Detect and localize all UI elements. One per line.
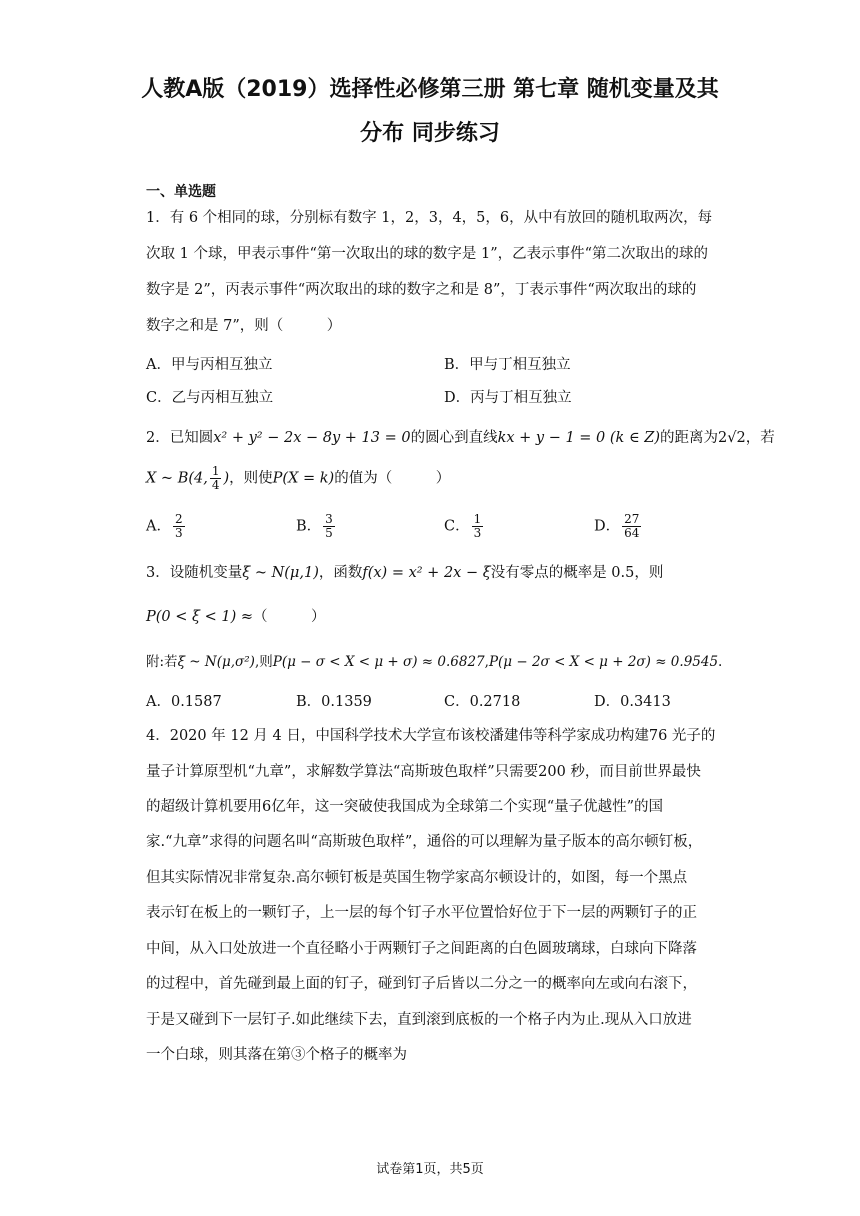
q4-line: 的超级计算机要用6亿年，这一突破使我国成为全球第二个实现“量子优越性”的国	[146, 799, 664, 815]
page-footer: 试卷第1页，共5页	[376, 1162, 484, 1177]
section-heading: 一、单选题	[146, 184, 216, 200]
q1-line: 数字之和是 7”，则（ ）	[146, 318, 342, 334]
fraction-denominator: 4	[211, 478, 220, 492]
fraction-numerator: 2	[174, 512, 183, 526]
q3-option-d: D．0.3413	[594, 694, 671, 710]
q3-two-sigma: P(μ − 2σ < X < μ + 2σ) ≈ 0.9545	[488, 654, 719, 670]
fraction-denominator: 64	[624, 526, 640, 540]
q3-text: （ ）	[253, 609, 326, 625]
q3-text: .	[718, 654, 723, 670]
q2-text: ，若	[745, 430, 775, 446]
fraction-numerator: 1	[473, 512, 482, 526]
document-title-line-1: 人教A版（2019）选择性必修第三册 第七章 随机变量及其	[141, 77, 719, 102]
q4-line: 家.“九章”求得的问题名叫“高斯玻色取样”，通俗的可以理解为量子版本的高尔顿钉板，	[146, 834, 703, 850]
fraction-denominator: 5	[325, 526, 333, 540]
q3-text: ，函数	[318, 565, 363, 581]
q4-line: 表示钉在板上的一颗钉子，上一层的每个钉子水平位置恰好位于下一层的两颗钉子的正	[146, 905, 697, 921]
q3-option-a: A．0.1587	[146, 694, 222, 710]
q3-normal: ξ ~ N(μ,σ²)	[177, 654, 255, 670]
option-label: A．	[146, 518, 171, 535]
option-label: C．	[444, 518, 470, 535]
q2-line-equation: kx + y − 1 = 0 (k ∈ Z)	[497, 430, 661, 446]
q2-circle-equation: x² + y² − 2x − 8y + 13 = 0	[213, 430, 411, 446]
q2-option-c	[444, 513, 485, 540]
q4-line: 的过程中，首先碰到最上面的钉子，碰到钉子后皆以二分之一的概率向左或向右滚下，	[146, 976, 697, 992]
q4-line: 但其实际情况非常复杂.高尔顿钉板是英国生物学家高尔顿设计的，如图，每一个黑点	[146, 870, 688, 886]
q3-text: 3．设随机变量	[146, 565, 243, 581]
q3-line-3	[146, 652, 723, 672]
fraction-denominator: 3	[473, 526, 482, 540]
q1-line: 数字是 2”，丙表示事件“两次取出的球的数字之和是 8”，丁表示事件“两次取出的球的	[146, 282, 697, 298]
q2-binomial-close: )	[223, 470, 230, 487]
q1-line: 次取 1 个球，甲表示事件“第一次取出的球的数字是 1”，乙表示事件“第二次取出的球的	[146, 246, 709, 262]
q3-text: ,则	[254, 654, 273, 670]
option-label: D．	[594, 518, 621, 535]
q2-line-2	[146, 465, 716, 492]
q2-option-a	[146, 513, 187, 540]
option-fraction	[173, 513, 185, 540]
q3-text: 没有零点的概率是 0.5，则	[490, 565, 664, 581]
q2-text: ，则使	[229, 470, 273, 487]
q3-text: ,	[484, 654, 489, 670]
option-fraction	[472, 513, 484, 540]
q3-distribution: ξ ~ N(μ,1)	[242, 565, 319, 581]
q2-binomial: X ~ B(4,	[146, 470, 208, 487]
fraction-numerator: 3	[325, 512, 333, 526]
q2-option-d	[594, 513, 643, 540]
q2-probability: P(X = k)	[272, 470, 335, 487]
q2-text: 2．已知圆	[146, 430, 214, 446]
q1-option-d: D．丙与丁相互独立	[444, 390, 572, 406]
option-fraction	[622, 513, 641, 540]
q1-option-a: A．甲与丙相互独立	[146, 357, 273, 373]
fraction-numerator: 27	[624, 512, 640, 526]
document-title-line-2: 分布 同步练习	[360, 121, 500, 146]
option-fraction	[323, 513, 335, 540]
q3-line-1	[146, 563, 716, 583]
option-label: B．	[296, 518, 322, 535]
q2-text: 的圆心到直线	[410, 430, 498, 446]
q2-line-1	[146, 428, 775, 448]
q3-option-c: C．0.2718	[444, 694, 521, 710]
q2-text: 的距离为	[660, 430, 719, 446]
q1-option-b: B．甲与丁相互独立	[444, 357, 571, 373]
q4-line: 于是又碰到下一层钉子.如此继续下去，直到滚到底板的一个格子内为止.现从入口放进	[146, 1012, 692, 1028]
fraction-denominator: 3	[174, 526, 183, 540]
q1-option-c: C．乙与丙相互独立	[146, 390, 274, 406]
q2-text: 的值为（ ）	[334, 470, 451, 487]
q3-probability: P(0 < ξ < 1) ≈	[146, 609, 254, 625]
q2-distance: 2√2	[718, 430, 746, 446]
q3-function: f(x) = x² + 2x − ξ	[362, 565, 491, 581]
q1-line: 1．有 6 个相同的球，分别标有数字 1，2，3，4，5，6，从中有放回的随机取两次，每	[146, 210, 713, 226]
q4-line: 量子计算原型机“九章”，求解数学算法“高斯玻色取样”只需要200 秒，而目前世界最快	[146, 764, 701, 780]
q2-fraction	[210, 465, 222, 492]
q3-text: 附:若	[146, 654, 178, 670]
fraction-numerator: 1	[211, 464, 220, 478]
q4-line: 4．2020 年 12 月 4 日，中国科学技术大学宣布该校潘建伟等科学家成功构建76 光子的	[146, 728, 716, 744]
q3-one-sigma: P(μ − σ < X < μ + σ) ≈ 0.6827	[272, 654, 485, 670]
q4-line: 中间，从入口处放进一个直径略小于两颗钉子之间距离的白色圆玻璃球，白球向下降落	[146, 941, 697, 957]
q2-option-b	[296, 513, 337, 540]
q3-option-b: B．0.1359	[296, 694, 372, 710]
q3-line-2	[146, 607, 716, 627]
q4-line: 一个白球，则其落在第③个格子的概率为	[146, 1047, 407, 1063]
